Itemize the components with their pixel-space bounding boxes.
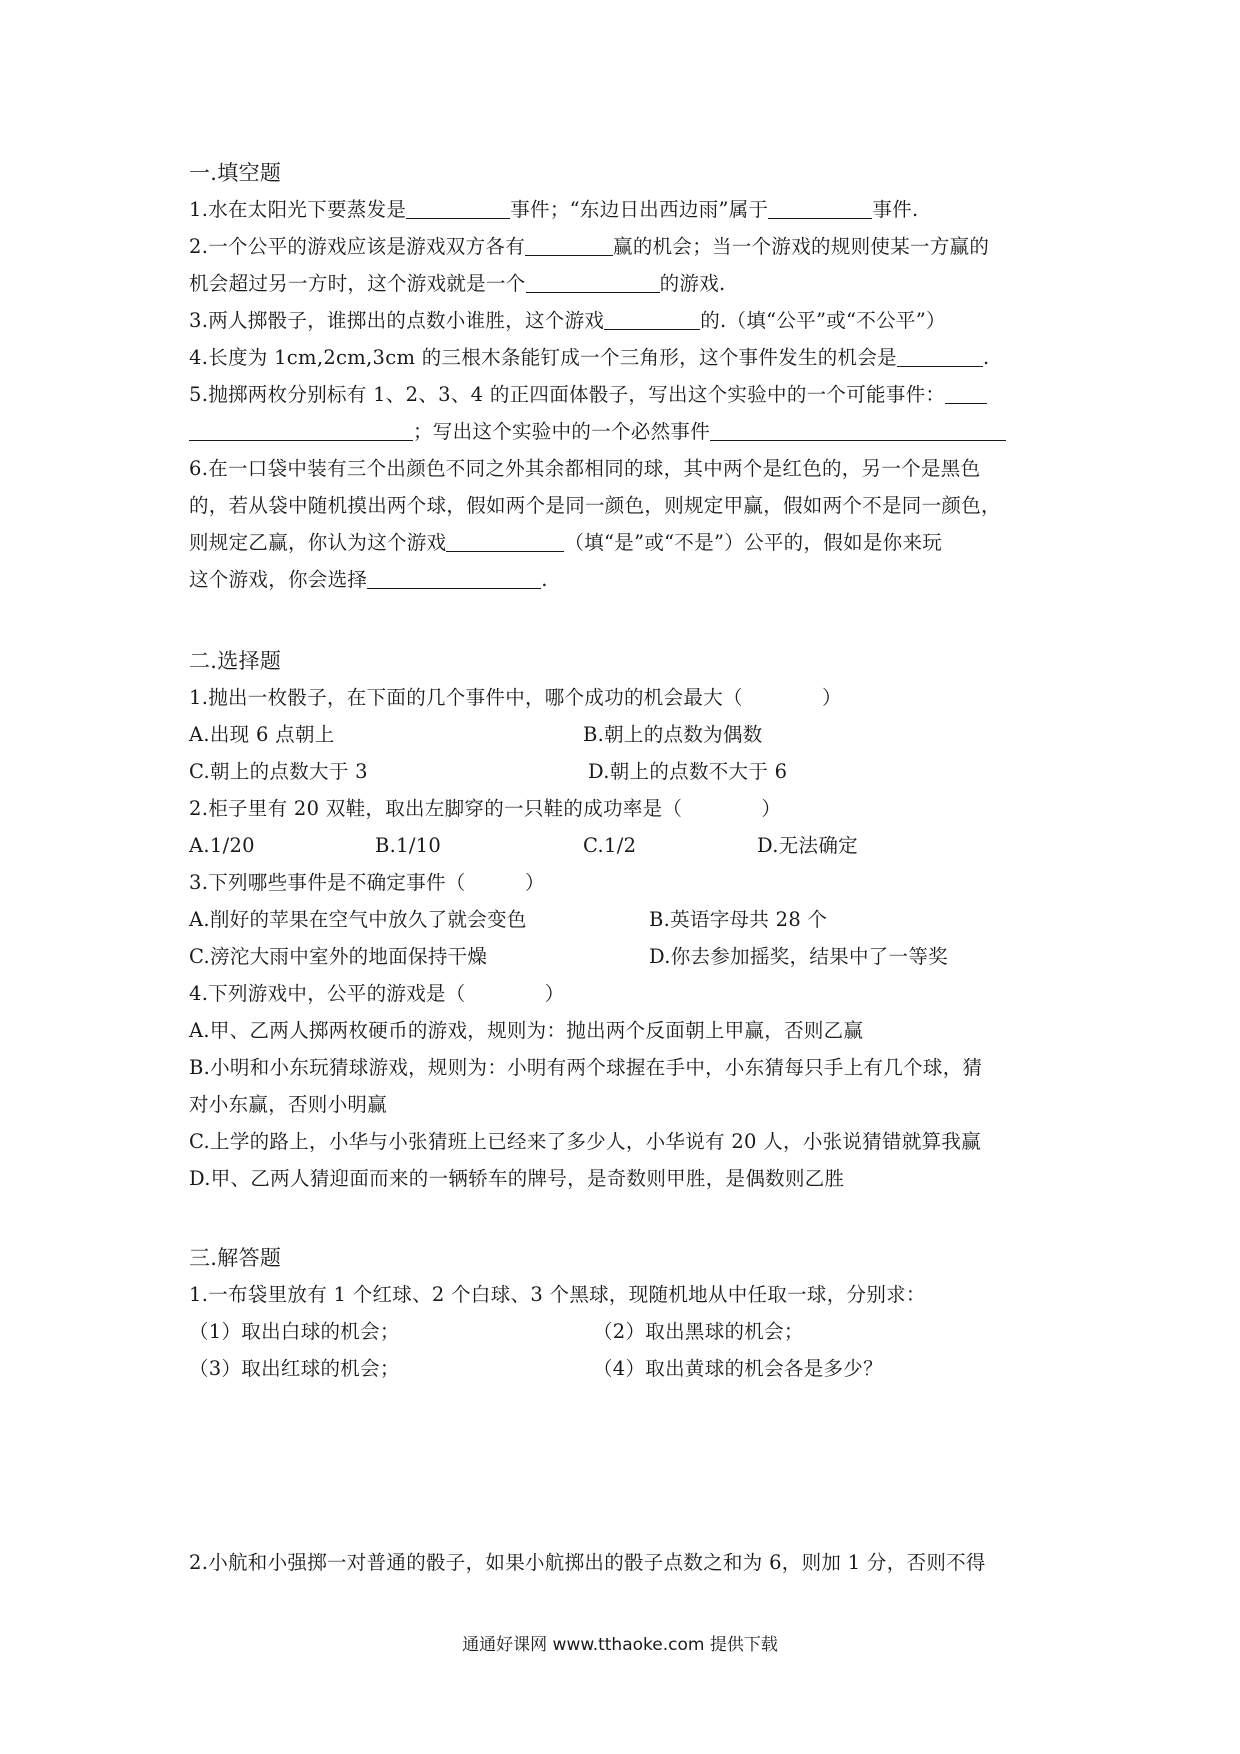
question-text: 事件. [872, 198, 919, 221]
option-c: C.朝上的点数大于 3 [189, 760, 368, 783]
question-text: （填“是”或“不是”）公平的，假如是你来玩 [564, 531, 943, 554]
section-title-fill-in: 一.填空题 [189, 161, 282, 185]
question-1-5-line1 [189, 382, 987, 408]
question-text: 的.（填“公平”或“不公平”） [700, 309, 946, 332]
question-text: 机会超过另一方时，这个游戏就是一个 [189, 272, 526, 295]
option-b: B.朝上的点数为偶数 [583, 723, 763, 746]
answer-blank[interactable] [897, 346, 983, 367]
question-3-2-stem: 2.小航和小强掷一对普通的骰子，如果小航掷出的骰子点数之和为 6，则加 1 分，否则不得 [189, 1551, 986, 1574]
question-2-3-stem: 3.下列哪些事件是不确定事件（ ） [189, 871, 545, 894]
option-a: A.出现 6 点朝上 [189, 723, 335, 746]
question-text: . [982, 346, 990, 369]
question-text: 2.一个公平的游戏应该是游戏双方各有 [189, 235, 526, 258]
question-text: 5.抛掷两枚分别标有 1、2、3、4 的正四面体骰子，写出这个实验中的一个可能事件： [189, 383, 946, 406]
page-footer: 通通好课网 www.tthaoke.com 提供下载 [462, 1635, 778, 1655]
option-a: A.削好的苹果在空气中放久了就会变色 [189, 908, 527, 931]
question-3-1-stem: 1.一布袋里放有 1 个红球、2 个白球、3 个黑球，现随机地从中任取一球，分别求： [189, 1283, 926, 1306]
option-a: A.甲、乙两人掷两枚硬币的游戏，规则为：抛出两个反面朝上甲赢，否则乙赢 [189, 1019, 864, 1042]
question-1-5-line2 [189, 419, 1006, 445]
answer-blank[interactable] [526, 272, 660, 293]
sub-question-1: （1）取出白球的机会； [189, 1320, 400, 1343]
option-d: D.无法确定 [757, 834, 858, 857]
question-1-2-line2 [189, 271, 726, 297]
question-text: 3.两人掷骰子，谁掷出的点数小谁胜，这个游戏 [189, 309, 605, 332]
section-title-short-answer: 三.解答题 [189, 1246, 282, 1270]
answer-blank[interactable] [189, 420, 413, 441]
answer-blank[interactable] [604, 309, 700, 330]
question-2-1-stem: 1.抛出一枚骰子，在下面的几个事件中，哪个成功的机会最大（ ） [189, 686, 842, 709]
question-text: 这个游戏，你会选择 [189, 568, 368, 591]
question-1-6-line1: 6.在一口袋中装有三个出颜色不同之外其余都相同的球，其中两个是红色的，另一个是黑色 [189, 457, 981, 480]
question-1-6-line4 [189, 567, 548, 593]
option-b: B.英语字母共 28 个 [649, 908, 828, 931]
sub-question-2: （2）取出黑球的机会； [593, 1320, 804, 1343]
question-text: . [541, 568, 548, 591]
answer-blank[interactable] [446, 531, 564, 552]
question-text: 的游戏. [659, 272, 726, 295]
option-c: C.滂沱大雨中室外的地面保持干燥 [189, 945, 488, 968]
question-text: 则规定乙赢，你认为这个游戏 [189, 531, 447, 554]
answer-blank[interactable] [367, 568, 541, 589]
question-text: 4.长度为 1cm,2cm,3cm 的三根木条能钉成一个三角形，这个事件发生的机会是 [189, 346, 897, 369]
answer-blank[interactable] [945, 383, 987, 404]
question-text: ；写出这个实验中的一个必然事件 [413, 420, 711, 443]
question-2-4-stem: 4.下列游戏中，公平的游戏是（ ） [189, 982, 565, 1005]
option-b: B.1/10 [375, 834, 442, 857]
question-1-4 [189, 345, 989, 371]
question-text: 1.水在太阳光下要蒸发是 [189, 198, 407, 221]
answer-blank[interactable] [768, 198, 872, 219]
question-2-2-stem: 2.柜子里有 20 双鞋，取出左脚穿的一只鞋的成功率是（ ） [189, 797, 782, 820]
option-c: C.上学的路上，小华与小张猜班上已经来了多少人，小华说有 20 人，小张说猜错就算我赢 [189, 1130, 982, 1153]
answer-blank[interactable] [406, 198, 510, 219]
option-c: C.1/2 [583, 834, 637, 857]
answer-blank[interactable] [525, 235, 613, 256]
sub-question-3: （3）取出红球的机会； [189, 1357, 400, 1380]
option-d: D.你去参加摇奖，结果中了一等奖 [649, 945, 948, 968]
section-title-multiple-choice: 二.选择题 [189, 649, 282, 673]
option-b-line1: B.小明和小东玩猜球游戏，规则为：小明有两个球握在手中，小东猜每只手上有几个球，猜 [189, 1056, 983, 1079]
sub-question-4: （4）取出黄球的机会各是多少？ [593, 1357, 883, 1380]
question-1-6-line2: 的，若从袋中随机摸出两个球，假如两个是同一颜色，则规定甲赢，假如两个不是同一颜色， [189, 494, 1001, 517]
question-1-2-line1 [189, 234, 989, 260]
question-1-1 [189, 197, 918, 223]
option-a: A.1/20 [189, 834, 255, 857]
answer-blank[interactable] [710, 420, 1006, 441]
question-text: 赢的机会；当一个游戏的规则使某一方赢的 [613, 235, 990, 258]
option-d: D.甲、乙两人猜迎面而来的一辆轿车的牌号，是奇数则甲胜，是偶数则乙胜 [189, 1167, 845, 1190]
question-1-3 [189, 308, 946, 334]
option-b-line2: 对小东赢，否则小明赢 [189, 1093, 388, 1116]
question-text: 事件；“东边日出西边雨”属于 [510, 198, 769, 221]
option-d: D.朝上的点数不大于 6 [588, 760, 788, 783]
question-1-6-line3 [189, 530, 942, 556]
